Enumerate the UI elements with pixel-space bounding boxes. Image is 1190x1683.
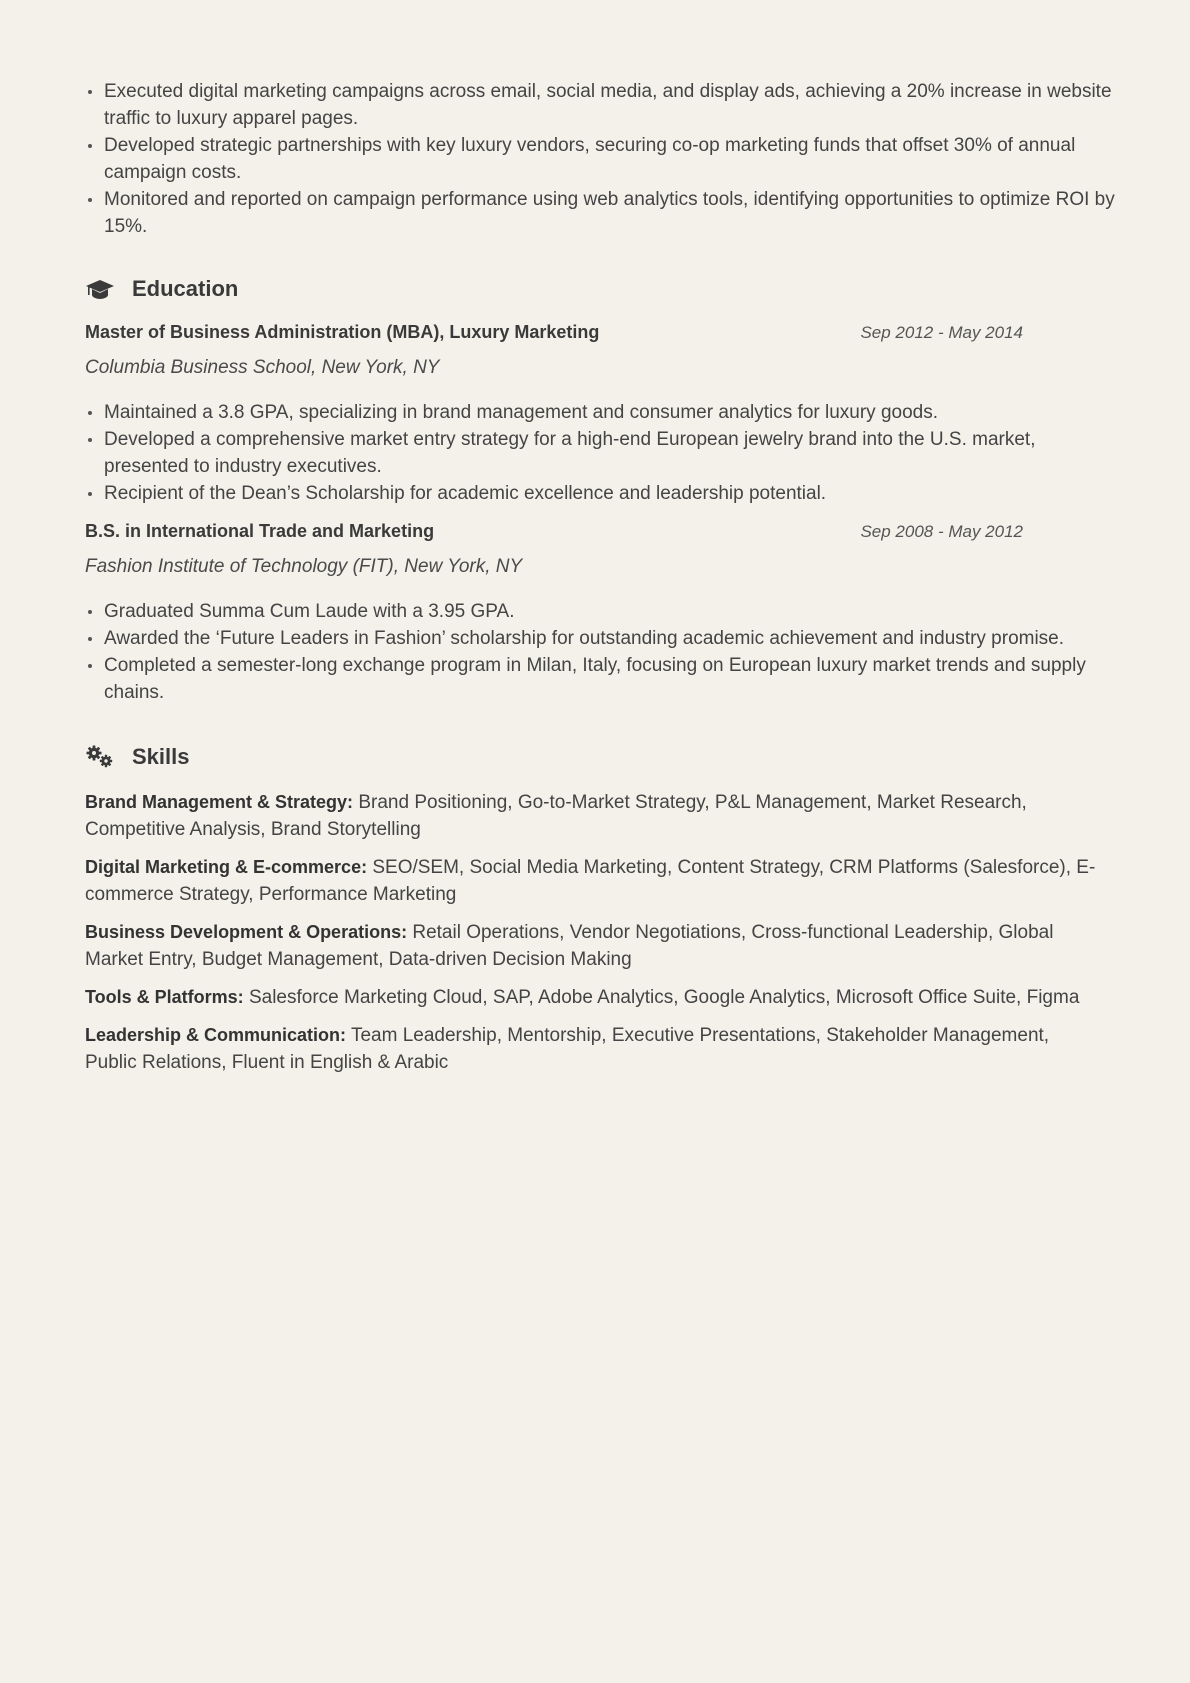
list-item: Developed a comprehensive market entry strategy for a high-end European jewelry brand into the U.S. market, presented to industry executives.: [104, 426, 1105, 480]
school-name: Columbia Business School, New York, NY: [85, 357, 440, 378]
skill-values: Team Leadership, Mentorship, Executive Presentations, Stakeholder Management, Public Relations, Fluent in English & Arabic: [85, 1025, 1050, 1073]
list-item: Monitored and reported on campaign performance using web analytics tools, identifying opportunities to optimize ROI by 15%.: [104, 186, 1124, 240]
list-item: Awarded the ‘Future Leaders in Fashion’ scholarship for outstanding academic achievement and industry promise.: [104, 625, 1105, 652]
entry-dates: Sep 2012 - May 2014: [860, 323, 1023, 342]
list-item: Graduated Summa Cum Laude with a 3.95 GPA.: [104, 598, 1105, 625]
skills-list: [85, 789, 1105, 1076]
list-item: Recipient of the Dean’s Scholarship for academic excellence and leadership potential.: [104, 480, 1105, 507]
education-heading: [85, 272, 1105, 306]
entry-bullets: [85, 399, 1105, 507]
section-title: Skills: [132, 744, 190, 769]
section-title: Education: [132, 276, 239, 301]
gears-icon: [85, 744, 115, 770]
skill-values: Salesforce Marketing Cloud, SAP, Adobe Analytics, Google Analytics, Microsoft Office Suite, Figma: [248, 987, 1080, 1008]
list-item: Maintained a 3.8 GPA, specializing in brand management and consumer analytics for luxury goods.: [104, 399, 1105, 426]
entry-bullets: [85, 598, 1105, 706]
graduation-cap-icon: [85, 276, 115, 302]
skill-values: Retail Operations, Vendor Negotiations, Cross-functional Leadership, Global Market Entry, Budget Management, Data-driven Decision Making: [85, 922, 1054, 970]
school-name: Fashion Institute of Technology (FIT), New York, NY: [85, 556, 523, 577]
degree-title: Master of Business Administration (MBA), Luxury Marketing: [85, 322, 600, 342]
skill-group: [85, 984, 1105, 1011]
skill-label: Tools & Platforms:: [85, 987, 244, 1007]
list-item: Executed digital marketing campaigns across email, social media, and display ads, achieving a 20% increase in website traffic to luxury apparel pages.: [104, 78, 1124, 132]
list-item: Completed a semester-long exchange program in Milan, Italy, focusing on European luxury market trends and supply chains.: [104, 652, 1105, 706]
resume-page: [85, 78, 1115, 1076]
skill-group: [85, 919, 1105, 973]
skill-group: [85, 854, 1105, 908]
skill-values: Brand Positioning, Go-to-Market Strategy, P&L Management, Market Research, Competitive Analysis, Brand Storytelling: [85, 792, 1027, 840]
entry-header: [85, 322, 1023, 350]
experience-bullets: [85, 78, 1124, 240]
list-item: Developed strategic partnerships with key luxury vendors, securing co-op marketing funds that offset 30% of annual campaign costs.: [104, 132, 1124, 186]
skills-heading: [85, 740, 1105, 774]
entry-dates: Sep 2008 - May 2012: [860, 522, 1023, 541]
skill-label: Leadership & Communication:: [85, 1025, 347, 1045]
skill-label: Brand Management & Strategy:: [85, 792, 354, 812]
degree-title: B.S. in International Trade and Marketing: [85, 521, 435, 541]
skill-group: [85, 789, 1105, 843]
education-entry: [85, 521, 1105, 706]
entry-header: [85, 521, 1023, 549]
skill-label: Digital Marketing & E-commerce:: [85, 857, 368, 877]
skill-values: SEO/SEM, Social Media Marketing, Content Strategy, CRM Platforms (Salesforce), E-commerce Strategy, Performance Marketing: [85, 857, 1096, 905]
skill-group: [85, 1022, 1105, 1076]
education-entry: [85, 322, 1105, 507]
skill-label: Business Development & Operations:: [85, 922, 408, 942]
